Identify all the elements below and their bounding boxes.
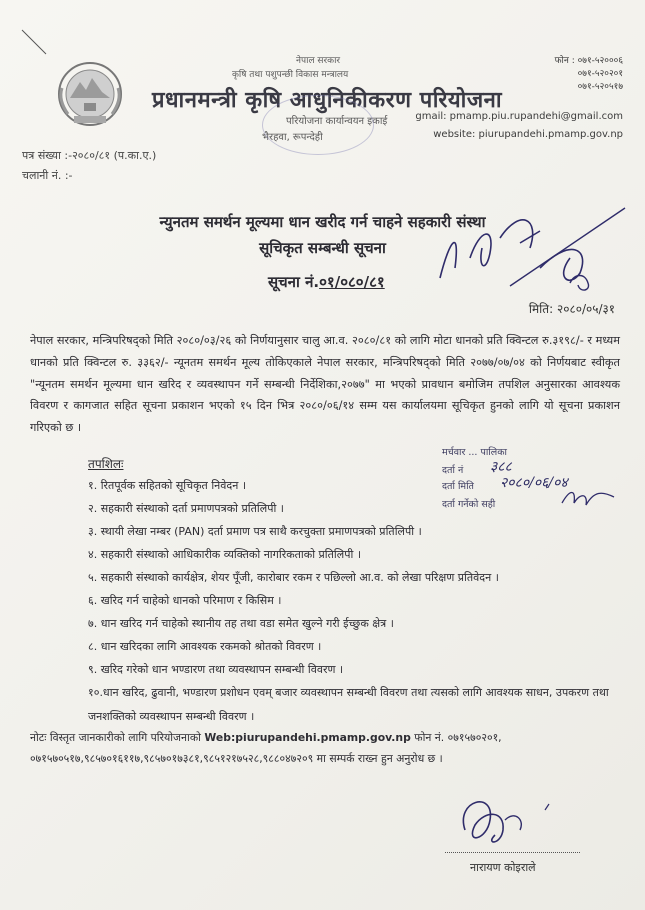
notice-heading: न्युनतम समर्थन मूल्यमा धान खरीद गर्न चाहने सहकारी संस्था xyxy=(159,213,486,231)
note-text-contact: फोन नं. ०७१५७०२०१, ०७१५७०५१७,९८५७०१६११७,९८५७०१७३८१,९८५१२१७५२८,९८८०४७२०९ मा सम्पर्क राख्न हुन अनुरोध छ । xyxy=(30,731,502,765)
office-location: भैरहवा, रूपन्देही xyxy=(262,132,323,143)
stamp-office-line: मर्चवार ... पालिका xyxy=(442,447,507,458)
list-item: ५. सहकारी संस्थाको कार्यक्षेत्र, शेयर पूँजी, कारोबार रकम र पछिल्लो आ.व. को लेखा परिक्षण प्रतिवेदन । xyxy=(88,571,499,584)
dispatch-number: चलानी नं. :- xyxy=(22,169,73,182)
list-title: तपशिलः xyxy=(88,457,124,471)
officer-signature xyxy=(445,790,565,860)
stamp-date-label: दर्ता मिति xyxy=(442,481,474,492)
nepal-emblem-icon xyxy=(54,58,126,128)
website-address: website: piurupandehi.pmamp.gov.np xyxy=(433,129,623,140)
office-name: परियोजना कार्यान्वयन इकाई xyxy=(286,116,388,127)
notice-number-value: ०१/०८०/८१ xyxy=(319,273,385,291)
handwritten-signature xyxy=(420,198,630,298)
notice-subheading: सूचिकृत सम्बन्धी सूचना xyxy=(259,239,386,257)
signatory-name: नारायण कोइराले xyxy=(470,861,536,874)
phone-number: ०७१-५२०२०१ xyxy=(577,69,623,79)
letter-number: पत्र संख्या :-२०८०/८१ (प.का.ए.) xyxy=(22,149,157,162)
stamp-receiver-label: दर्ता गर्नेको सही xyxy=(442,499,496,510)
phone-label: फोन : xyxy=(554,56,575,66)
registration-stamp xyxy=(440,445,640,515)
phone-number: ०७१-५२०५१७ xyxy=(577,82,623,92)
list-item: ४. सहकारी संस्थाको आधिकारीक व्यक्तिको नागरिकताको प्रतिलिपी । xyxy=(88,548,361,561)
list-item: १०.धान खरिद, ढुवानी, भण्डारण प्रशोधन एवम् बजार व्यवस्थापन सम्बन्धी विवरण तथा त्यसको लागि आवश्यक साधन, उपकरण तथा जनशक्तिको व्यवस्थापन सम्बन्धी विवरण । xyxy=(88,686,609,723)
website-link: Web:piurupandehi.pmamp.gov.np xyxy=(204,731,411,744)
signature-line xyxy=(445,852,580,853)
office-seal xyxy=(262,95,374,155)
list-item: २. सहकारी संस्थाको दर्ता प्रमाणपत्रको प्रतिलिपी । xyxy=(88,502,284,515)
list-item: १. रितपूर्वक सहितको सूचिकृत निवेदन । xyxy=(88,479,246,492)
list-item: ९. खरिद गरेको धान भण्डारण तथा व्यवस्थापन सम्बन्धी विवरण । xyxy=(88,663,344,676)
list-item: ३. स्थायी लेखा नम्बर (PAN) दर्ता प्रमाण पत्र साथै करचुक्ता प्रमाणपत्रको प्रतिलिपी । xyxy=(88,525,422,538)
list-item: ७. धान खरिद गर्न चाहेको स्थानीय तह तथा वडा समेत खुल्ने गरी ईच्छुक क्षेत्र । xyxy=(88,617,394,630)
government-label: नेपाल सरकार xyxy=(296,56,341,66)
notice-number xyxy=(268,272,385,292)
note-paragraph xyxy=(30,727,630,769)
stamp-darta-number: ३८८ xyxy=(490,459,512,475)
list-item: ८. धान खरिदका लागि आवश्यक रकमको श्रोतको विवरण । xyxy=(88,640,322,653)
stamp-date-value: २०८०/०६/०४ xyxy=(500,475,568,491)
list-item: ६. खरिद गर्न चाहेको धानको परिमाण र किसिम । xyxy=(88,594,282,607)
phone-line-1 xyxy=(555,53,623,66)
phone-number: ०७१-५२०००६ xyxy=(577,56,623,66)
pen-stroke-mark xyxy=(20,28,50,58)
notice-date: मिति: २०८०/०५/३१ xyxy=(528,302,615,316)
note-text: विस्तृत जानकारीको लागि परियोजनाको xyxy=(49,731,201,744)
body-paragraph: नेपाल सरकार, मन्त्रिपरिषद्को मिति २०८०/०३/२६ को निर्णयानुसार चालु आ.व. २०८०/८१ को लागि मोटा धानको प्रति क्विन्टल रु.३१९८/- र मध्यम धानको प्रति क्विन्टल रु. ३३६२/- न्यूनतम समर्थन मूल्य तोकिएकाले नेपाल सरकार, मन्त्रिपरिषद्को मिति २०७७/०७/०४ को निर्णयबाट स्वीकृत "न्यूनतम समर्थन मूल्यमा धान खरिद र व्यवस्थापन गर्ने सम्बन्धी निर्देशिका,२०७७" मा भएको प्रावधान बमोजिम तपशिल अनुसारका आवश्यक विवरण र कागजात सहित सूचना प्रकाशन भएको १५ दिन भित्र २०८०/०६/१४ सम्म यस कार्यालयमा सूचिकृत हुनको लागि यो सूचना प्रकाशन गरिएको छ । xyxy=(30,334,620,435)
project-title: प्रधानमन्त्री कृषि आधुनिकीकरण परियोजना xyxy=(152,88,503,113)
stamp-darta-label: दर्ता नं xyxy=(442,465,464,476)
stamp-signature xyxy=(558,487,618,509)
note-label: नोटः xyxy=(30,731,47,744)
email-address: gmail: pmamp.piu.rupandehi@gmail.com xyxy=(415,111,623,122)
ministry-name: कृषि तथा पशुपन्छी विकास मन्त्रालय xyxy=(232,70,349,80)
notice-number-label: सूचना नं. xyxy=(268,273,320,291)
